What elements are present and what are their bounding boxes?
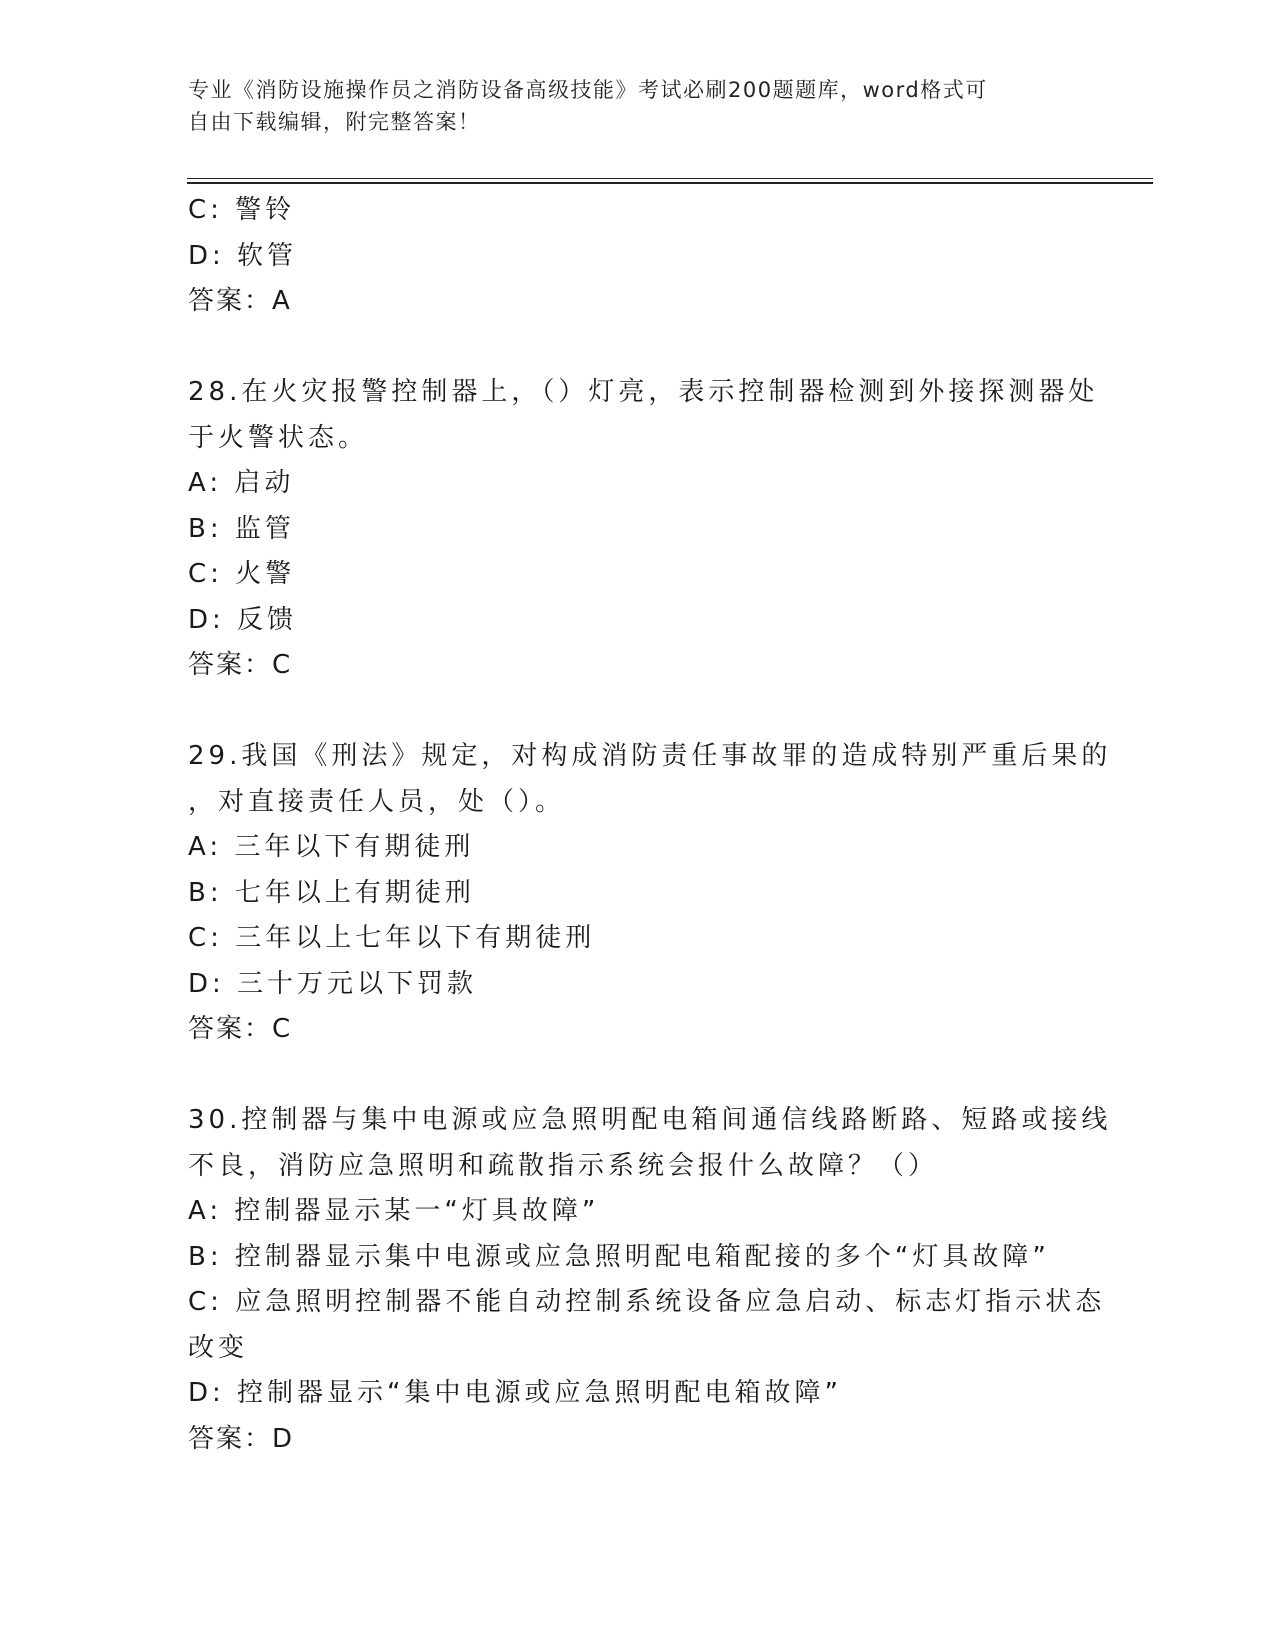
header-rule-thin [187,178,1153,179]
question-stem: 不良，消防应急照明和疏散指示系统会报什么故障？（） [188,1150,939,1181]
option-d: D: 三十万元以下罚款 [188,968,478,999]
option-d: D: 反馈 [188,604,298,635]
question-stem: ，对直接责任人员，处（）。 [188,786,566,817]
option-c: C: 火警 [188,559,296,589]
question-content [188,188,1112,1462]
option-d: D: 控制器显示“集中电源或应急照明配电箱故障” [188,1378,842,1408]
option-b: B: 监管 [188,513,295,544]
document-header [188,74,1068,138]
answer-line: 答案：A [188,286,292,316]
option-b: B: 控制器显示集中电源或应急照明配电箱配接的多个“灯具故障” [188,1241,1050,1272]
option-a: A: 三年以下有期徒刑 [188,832,475,862]
question-stem: 30.控制器与集中电源或应急照明配电箱间通信线路断路、短路或接线 [188,1105,1112,1135]
answer-line: 答案：C [188,1014,293,1044]
question-stem: 29.我国《刑法》规定，对构成消防责任事故罪的造成特别严重后果的 [188,741,1112,771]
header-line-2: 自由下载编辑，附完整答案！ [188,110,481,134]
option-c: C: 警铃 [188,195,296,225]
question-stem: 28.在火灾报警控制器上，（）灯亮，表示控制器检测到外接探测器处 [188,377,1099,407]
option-b: B: 七年以上有期徒刑 [188,877,475,908]
answer-line: 答案：D [188,1423,295,1454]
option-c-continuation: 改变 [188,1332,249,1363]
option-c: C: 应急照明控制器不能自动控制系统设备应急启动、标志灯指示状态 [188,1287,1106,1317]
option-c: C: 三年以上七年以下有期徒刑 [188,923,596,953]
header-line-1: 专业《消防设施操作员之消防设备高级技能》考试必刷200题题库，word格式可 [188,78,988,102]
option-a: A: 启动 [188,468,295,498]
question-stem: 于火警状态。 [188,422,369,453]
option-a: A: 控制器显示某一“灯具故障” [188,1196,600,1226]
option-d: D: 软管 [188,240,298,271]
answer-line: 答案：C [188,650,293,680]
header-rule-thick [187,182,1153,184]
